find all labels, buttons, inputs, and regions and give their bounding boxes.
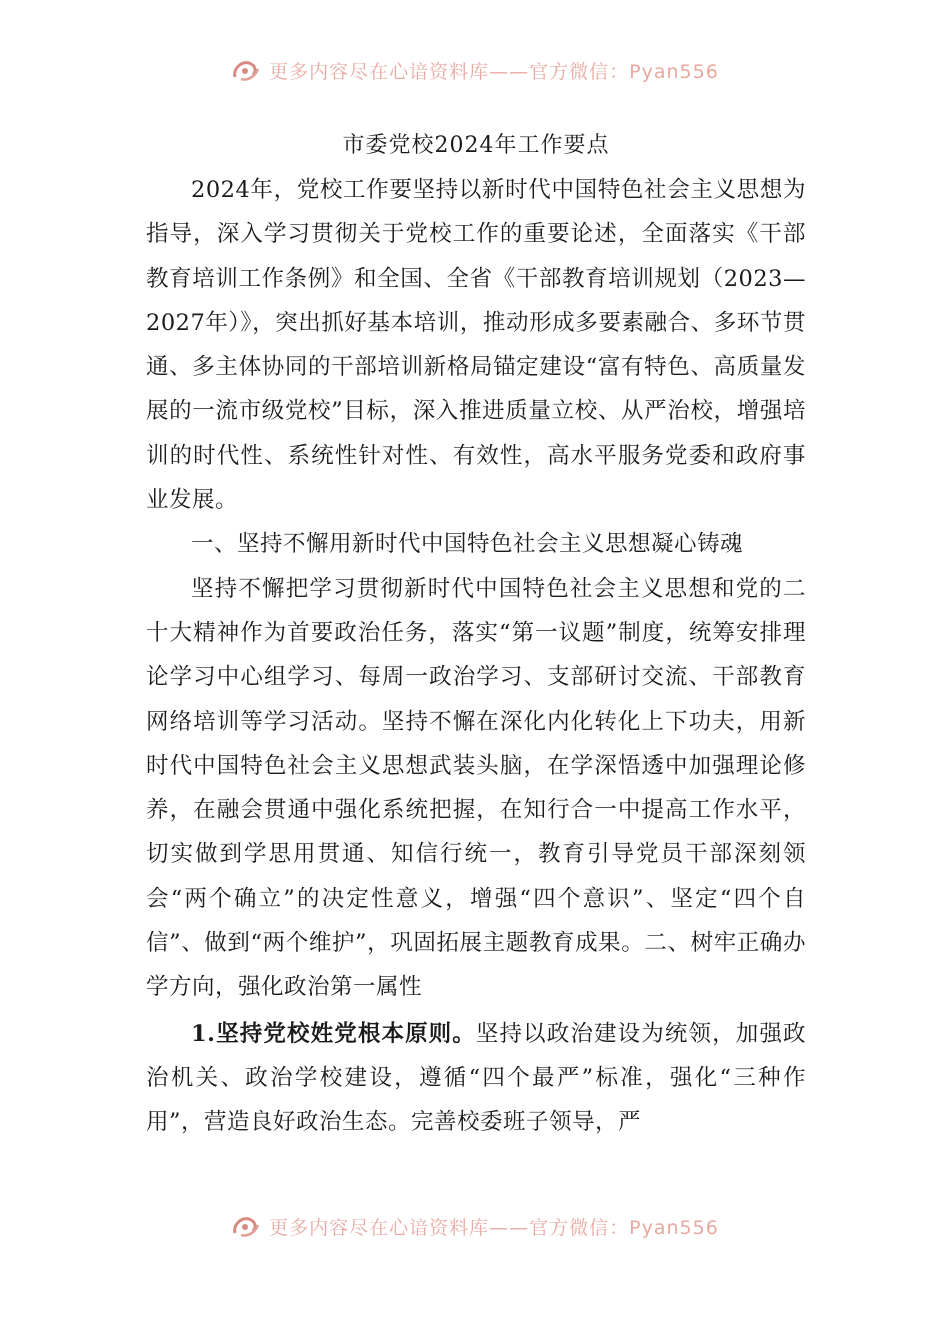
paragraph-section-1 — [146, 567, 806, 1010]
watermark-text: 更多内容尽在心谙资料库——官方微信：Pyan556 — [269, 1216, 719, 1239]
section-heading-1 — [146, 522, 806, 566]
paragraph-text: 坚持以政治建设为统领，加强政治机关、政治学校建设，遵循“四个最严”标准，强化“三种作用”，营造良好政治生态。完善校委班子领导，严 — [146, 1020, 806, 1136]
watermark-logo-icon — [231, 1213, 261, 1239]
document-body — [146, 124, 806, 1145]
paragraph-intro — [146, 168, 806, 522]
paragraph-text: 坚持不懈把学习贯彻新时代中国特色社会主义思想和党的二十大精神作为首要政治任务，落实“第一议题”制度，统筹安排理论学习中心组学习、每周一政治学习、支部研讨交流、干部教育网络培训等学习活动。坚持不懈在深化内化转化上下功夫，用新时代中国特色社会主义思想武装头脑，在学深悟透中加强理论修养，在融会贯通中强化系统把握，在知行合一中提高工作水平，切实做到学思用贯通、知信行统一，教育引导党员干部深刻领会“两个确立”的决定性意义，增强“四个意识”、坚定“四个自信”、做到“两个维护”，巩固拓展主题教育成果。二、树牢正确办学方向，强化政治第一属性 — [146, 575, 806, 1001]
watermark-bottom — [0, 1206, 950, 1246]
item-heading: 1.坚持党校姓党根本原则。 — [191, 1020, 476, 1047]
paragraph-text: 2024年，党校工作要坚持以新时代中国特色社会主义思想为指导，深入学习贯彻关于党校工作的重要论述，全面落实《干部教育培训工作条例》和全国、全省《干部教育培训规划（2023—2027年）》，突出抓好基本培训，推动形成多要素融合、多环节贯通、多主体协同的干部培训新格局锚定建设“富有特色、高质量发展的一流市级党校”目标，深入推进质量立校、从严治校，增强培训的时代性、系统性针对性、有效性，高水平服务党委和政府事业发展。 — [146, 177, 806, 514]
watermark-top — [0, 50, 950, 90]
watermark-text: 更多内容尽在心谙资料库——官方微信：Pyan556 — [269, 60, 719, 83]
watermark-logo-icon — [231, 57, 261, 83]
paragraph-text: 一、坚持不懈用新时代中国特色社会主义思想凝心铸魂 — [191, 531, 744, 558]
paragraph-item-1 — [146, 1012, 806, 1145]
document-title: 市委党校2024年工作要点 — [342, 133, 610, 158]
